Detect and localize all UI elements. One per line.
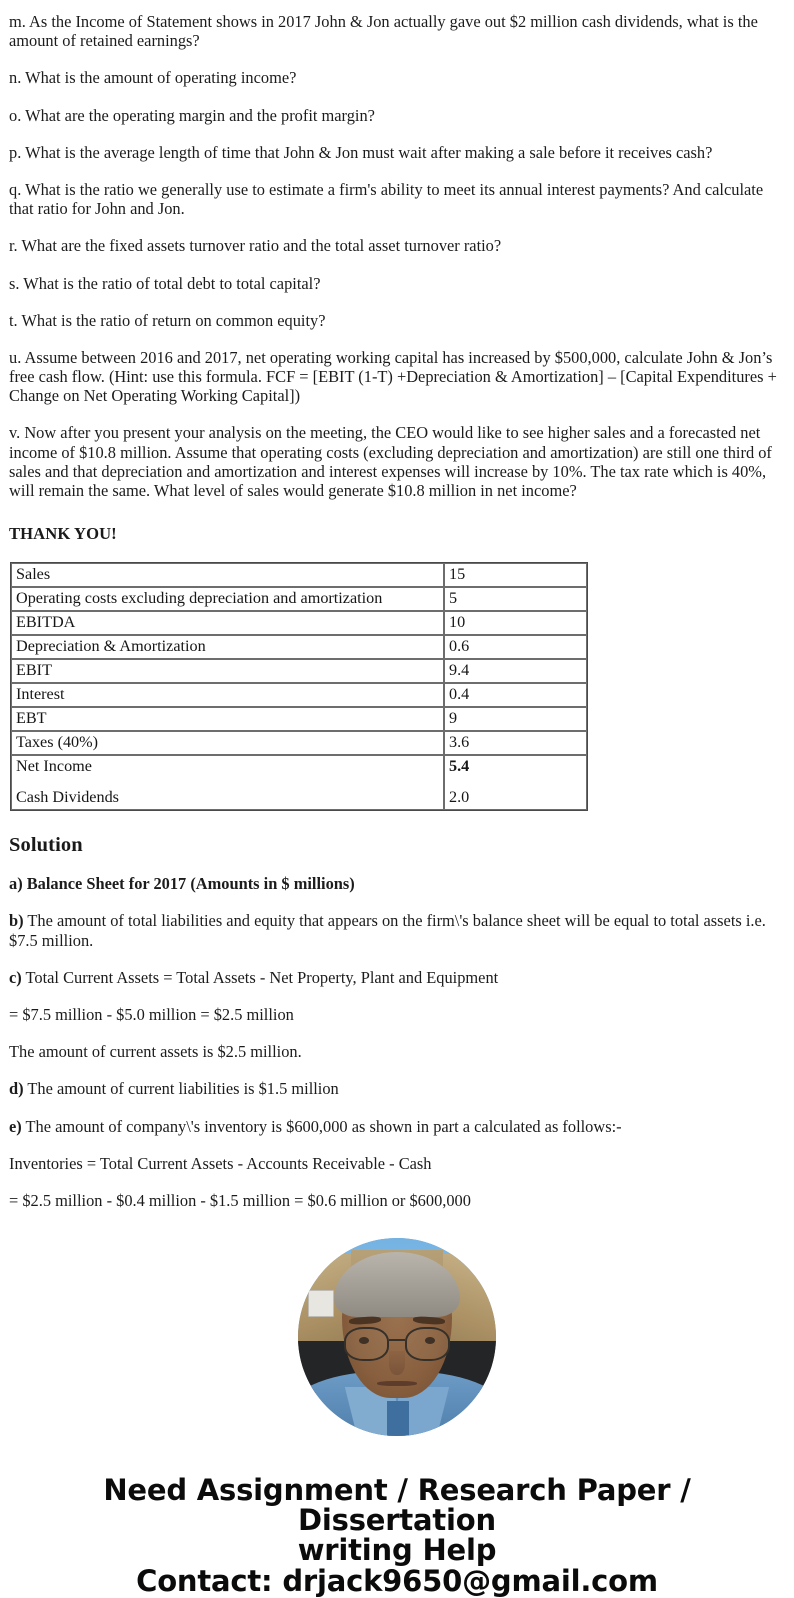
question-r: r. What are the fixed assets turnover ratio and the total asset turnover ratio? — [9, 236, 502, 256]
table-row — [11, 635, 587, 659]
portrait-row — [9, 1238, 785, 1436]
advert-line-1: Need Assignment / Research Paper / Dissertation — [103, 1473, 691, 1537]
table-row — [11, 707, 587, 731]
solution-calc-e — [9, 1191, 785, 1210]
solution-text-calc-e: = $2.5 million - $0.4 million - $1.5 million = $0.6 million or $600,000 — [9, 1190, 471, 1210]
solution-marker-e: e) — [9, 1116, 22, 1136]
row-value: 3.6 — [444, 731, 587, 755]
question-v: v. Now after you present your analysis on the meeting, the CEO would like to see higher sales and a forecasted net income of $10.8 million. Assume that operating costs (excluding depreciation and amortization) are still one third of sales and that depreciation and amortization and interest expenses will increase by 10%. The tax rate which is 40%, will remain the same. What level of sales would generate $10.8 million in net income? — [9, 423, 772, 500]
avatar — [298, 1238, 496, 1436]
solution-text-c: Total Current Assets = Total Assets - Net Property, Plant and Equipment — [21, 967, 499, 987]
table-row — [11, 683, 587, 707]
solution-item-d — [9, 1079, 785, 1098]
advert-contact-line: Contact: drjack9650@gmail.com — [136, 1563, 658, 1598]
photo-eyeglass-right — [405, 1327, 451, 1361]
solution-text-calc-c: = $7.5 million - $5.0 million = $2.5 million — [9, 1005, 294, 1024]
photo-eyeglass-left — [344, 1327, 390, 1361]
table-row — [11, 587, 587, 611]
solution-section — [9, 874, 785, 1210]
question-m: m. As the Income of Statement shows in 2017 John & Jon actually gave out $2 million cash dividends, what is the amount of retained earnings? — [9, 12, 758, 51]
solution-marker-c: c) — [9, 967, 22, 987]
cash-dividends-label: Cash Dividends — [16, 787, 119, 806]
solution-note-c — [9, 1042, 785, 1061]
cash-dividends-value: 2.0 — [449, 787, 470, 806]
photo-eyeglass-bridge — [389, 1339, 405, 1341]
row-value: 0.6 — [444, 635, 587, 659]
cell-spacer — [16, 777, 440, 788]
solution-marker-a: a) — [9, 874, 23, 894]
question-s: s. What is the ratio of total debt to total capital? — [9, 273, 321, 293]
table-row — [11, 731, 587, 755]
row-value: 15 — [444, 563, 587, 587]
row-value: 10 — [444, 611, 587, 635]
table-row — [11, 659, 587, 683]
advert-line-2: writing Help — [297, 1532, 497, 1567]
solution-marker-d: d) — [9, 1079, 24, 1099]
questions-section — [9, 12, 785, 500]
solution-marker-b: b) — [9, 911, 24, 931]
photo-mouth — [377, 1381, 417, 1386]
solution-item-e — [9, 1117, 785, 1136]
solution-item-a — [9, 874, 785, 893]
row-label: EBT — [11, 707, 444, 731]
table-row — [11, 563, 587, 587]
row-value: 5 — [444, 587, 587, 611]
net-income-label: Net Income — [16, 757, 92, 776]
solution-item-c — [9, 968, 785, 987]
solution-text-a: Balance Sheet for 2017 (Amounts in $ millions) — [22, 874, 355, 894]
question-u: u. Assume between 2016 and 2017, net operating working capital has increased by $500,000, calculate John & Jon’s free cash flow. (Hint: use this formula. FCF = [EBIT (1-T) +Depreciation & Amortization] – [Capital Expenditures + Change on Net Operating Working Capital]) — [9, 347, 777, 406]
solution-formula-e — [9, 1154, 785, 1173]
row-label-combined — [11, 755, 444, 809]
question-n: n. What is the amount of operating income? — [9, 68, 297, 88]
row-label: Operating costs excluding depreciation and amortization — [11, 587, 444, 611]
thank-you-text: THANK YOU! — [9, 524, 117, 544]
row-label: Taxes (40%) — [11, 731, 444, 755]
solution-text-note-c: The amount of current assets is $2.5 million. — [9, 1042, 302, 1062]
row-value: 9.4 — [444, 659, 587, 683]
row-label: Sales — [11, 563, 444, 587]
advert-block — [9, 1473, 785, 1598]
solution-text-formula-e: Inventories = Total Current Assets - Accounts Receivable - Cash — [9, 1153, 432, 1173]
question-t: t. What is the ratio of return on common equity? — [9, 310, 326, 330]
photo-nose — [389, 1351, 405, 1375]
question-p: p. What is the average length of time that John & Jon must wait after making a sale before it receives cash? — [9, 142, 713, 162]
table-row — [11, 611, 587, 635]
row-label: EBIT — [11, 659, 444, 683]
solution-heading: Solution — [9, 833, 83, 856]
income-statement-table-wrapper — [10, 562, 785, 811]
income-statement-body — [11, 563, 587, 810]
solution-text-d: The amount of current liabilities is $1.5 million — [23, 1079, 339, 1099]
row-label: EBITDA — [11, 611, 444, 635]
solution-text-b: The amount of total liabilities and equity that appears on the firm\'s balance sheet will be equal to total assets i.e. $7.5 million. — [9, 911, 766, 950]
row-label: Interest — [11, 683, 444, 707]
row-value: 9 — [444, 707, 587, 731]
solution-item-b — [9, 911, 785, 949]
row-value-combined — [444, 755, 587, 809]
photo-wall-switch — [308, 1290, 334, 1318]
row-label: Depreciation & Amortization — [11, 635, 444, 659]
income-statement-table — [10, 562, 588, 811]
solution-text-e: The amount of company\'s inventory is $600,000 as shown in part a calculated as follows:- — [21, 1116, 622, 1136]
photo-tie — [387, 1401, 409, 1437]
solution-calc-c — [9, 1005, 785, 1024]
cell-spacer — [449, 777, 583, 788]
table-row-net-income-dividends — [11, 755, 587, 809]
question-o: o. What are the operating margin and the profit margin? — [9, 105, 375, 125]
question-q: q. What is the ratio we generally use to estimate a firm's ability to meet its annual interest payments? And calculate that ratio for John and Jon. — [9, 179, 764, 219]
row-value: 0.4 — [444, 683, 587, 707]
net-income-value: 5.4 — [449, 757, 470, 776]
